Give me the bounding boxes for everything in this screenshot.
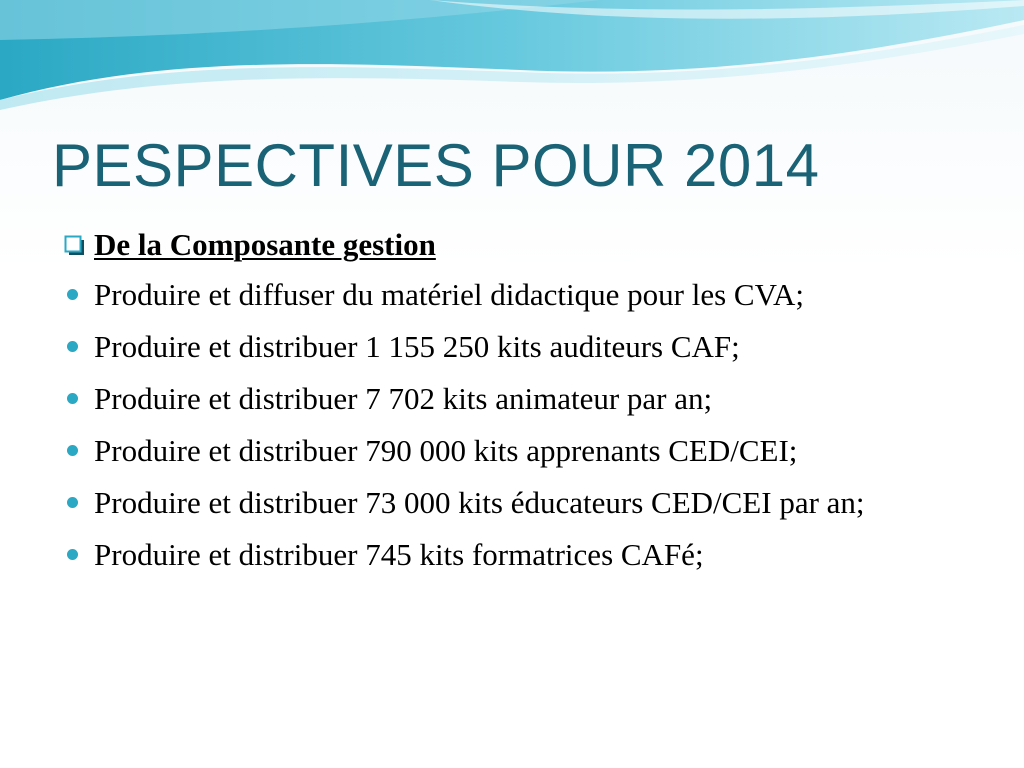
list-item: [62, 482, 962, 524]
bullet-dot-icon: [67, 549, 78, 560]
list-item: [62, 430, 962, 472]
header-wave-decoration: [0, 0, 1024, 120]
slide-content: [62, 222, 962, 586]
section-heading: [62, 222, 962, 268]
bullet-dot-icon: [67, 341, 78, 352]
bullet-dot-icon: [67, 497, 78, 508]
slide-title: PESPECTIVES POUR 2014: [52, 132, 820, 199]
list-item-text: Produire et diffuser du matériel didactique pour les CVA;: [94, 277, 804, 312]
list-item: [62, 274, 962, 316]
list-item: [62, 534, 962, 576]
list-item-text: Produire et distribuer 7 702 kits animateur par an;: [94, 381, 713, 416]
bullet-dot-icon: [67, 445, 78, 456]
list-item-text: Produire et distribuer 790 000 kits apprenants CED/CEI;: [94, 433, 798, 468]
list-item-text: Produire et distribuer 1 155 250 kits auditeurs CAF;: [94, 329, 740, 364]
list-item-text: Produire et distribuer 73 000 kits éducateurs CED/CEI par an;: [94, 485, 865, 520]
bullet-dot-icon: [67, 393, 78, 404]
section-label: De la Composante gestion: [94, 227, 436, 262]
list-item-text: Produire et distribuer 745 kits formatrices CAFé;: [94, 537, 704, 572]
list-item: [62, 378, 962, 420]
list-item: [62, 326, 962, 368]
bullet-list: [62, 274, 962, 576]
bullet-dot-icon: [67, 289, 78, 300]
checkbox-icon: [64, 235, 86, 257]
